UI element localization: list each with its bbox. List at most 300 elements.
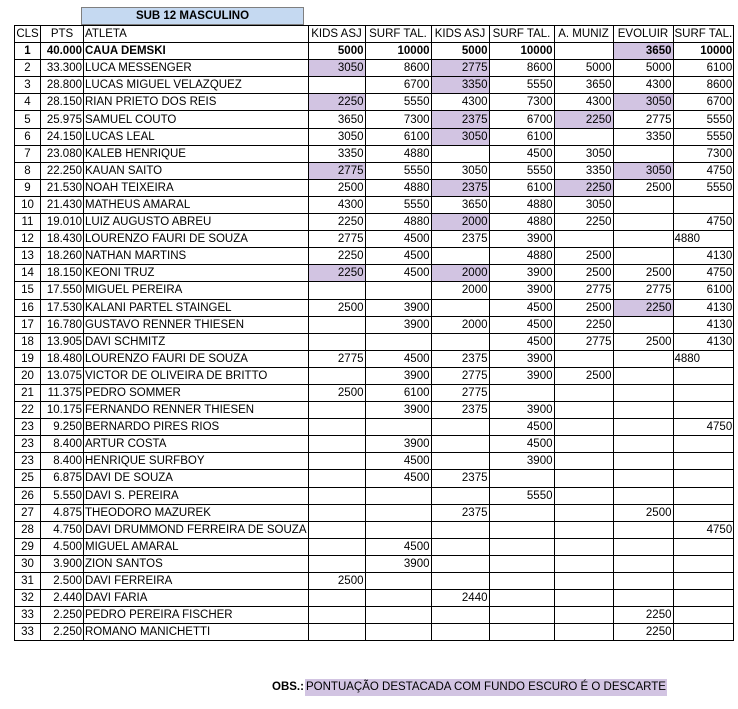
score-cell: 3900: [365, 402, 431, 419]
score-cell: 4130: [673, 299, 734, 316]
table-row: [15, 316, 734, 333]
table-row: [15, 487, 734, 504]
rank-cell: 12: [15, 231, 41, 248]
score-cell: 2775: [554, 282, 613, 299]
score-cell: 3900: [489, 453, 554, 470]
score-cell: 3900: [489, 402, 554, 419]
score-cell: 4130: [673, 333, 734, 350]
score-cell: 3650: [308, 111, 365, 128]
score-cell: [554, 402, 613, 419]
score-cell: 6100: [489, 179, 554, 196]
rank-cell: 26: [15, 487, 41, 504]
score-cell: [365, 590, 431, 607]
athlete-name-cell: MIGUEL AMARAL: [84, 538, 309, 555]
score-cell: 2250: [613, 299, 673, 316]
score-cell: 4500: [489, 333, 554, 350]
rank-cell: 29: [15, 538, 41, 555]
rank-cell: 32: [15, 590, 41, 607]
score-cell: [613, 470, 673, 487]
score-cell: 2375: [431, 470, 489, 487]
table-row: [15, 282, 734, 299]
points-cell: 6.875: [41, 470, 84, 487]
table-row: [15, 384, 734, 401]
score-cell: 5000: [613, 60, 673, 77]
score-cell: 2775: [431, 384, 489, 401]
score-cell: 5000: [554, 60, 613, 77]
points-cell: 2.500: [41, 573, 84, 590]
points-cell: 8.400: [41, 436, 84, 453]
rank-cell: 7: [15, 145, 41, 162]
score-cell: 3900: [489, 265, 554, 282]
athlete-name-cell: ZION SANTOS: [84, 555, 309, 572]
score-cell: [613, 521, 673, 538]
table-row: [15, 350, 734, 367]
table-row: [15, 453, 734, 470]
score-cell: 3050: [554, 145, 613, 162]
score-cell: 2500: [613, 333, 673, 350]
table-row: [15, 196, 734, 213]
score-cell: 4750: [673, 162, 734, 179]
score-cell: 3050: [308, 60, 365, 77]
score-cell: 4500: [489, 316, 554, 333]
score-cell: 6700: [489, 111, 554, 128]
score-cell: [673, 573, 734, 590]
points-cell: 19.010: [41, 214, 84, 231]
score-cell: [431, 333, 489, 350]
athlete-name-cell: LUCAS LEAL: [84, 128, 309, 145]
points-cell: 18.480: [41, 350, 84, 367]
score-cell: [673, 436, 734, 453]
rank-cell: 30: [15, 555, 41, 572]
score-cell: [554, 538, 613, 555]
rank-cell: 6: [15, 128, 41, 145]
score-cell: [613, 350, 673, 367]
score-cell: [308, 521, 365, 538]
score-cell: 2775: [308, 350, 365, 367]
score-cell: [489, 504, 554, 521]
score-cell: 3900: [365, 555, 431, 572]
score-cell: 6100: [365, 384, 431, 401]
rank-cell: 22: [15, 402, 41, 419]
score-cell: 2775: [431, 60, 489, 77]
score-cell: 2250: [308, 265, 365, 282]
rank-cell: 11: [15, 214, 41, 231]
score-cell: [308, 316, 365, 333]
points-cell: 13.075: [41, 367, 84, 384]
score-cell: [431, 299, 489, 316]
athlete-name-cell: DAVI SCHMITZ: [84, 333, 309, 350]
rank-cell: 28: [15, 521, 41, 538]
score-cell: 2375: [431, 402, 489, 419]
score-cell: 2775: [613, 282, 673, 299]
score-cell: 2500: [308, 573, 365, 590]
score-cell: 3900: [489, 367, 554, 384]
table-row: [15, 607, 734, 624]
score-cell: [554, 453, 613, 470]
score-cell: [308, 487, 365, 504]
score-cell: 2775: [431, 367, 489, 384]
table-row: [15, 111, 734, 128]
column-header: EVOLUIR: [613, 26, 673, 43]
score-cell: [673, 470, 734, 487]
score-cell: [554, 573, 613, 590]
athlete-name-cell: DAVI DRUMMOND FERREIRA DE SOUZA: [84, 521, 309, 538]
score-cell: [673, 384, 734, 401]
table-row: [15, 299, 734, 316]
points-cell: 21.430: [41, 196, 84, 213]
athlete-name-cell: LUIZ AUGUSTO ABREU: [84, 214, 309, 231]
table-row: [15, 145, 734, 162]
score-cell: 2000: [431, 282, 489, 299]
score-cell: 2500: [308, 384, 365, 401]
athlete-name-cell: RIAN PRIETO DOS REIS: [84, 94, 309, 111]
score-cell: [365, 333, 431, 350]
score-cell: 3650: [431, 196, 489, 213]
score-cell: 4750: [673, 521, 734, 538]
score-cell: 2375: [431, 350, 489, 367]
score-cell: 4500: [489, 419, 554, 436]
points-cell: 4.500: [41, 538, 84, 555]
score-cell: [431, 487, 489, 504]
score-cell: [673, 538, 734, 555]
rank-cell: 19: [15, 350, 41, 367]
rank-cell: 23: [15, 453, 41, 470]
obs-text: PONTUAÇÃO DESTACADA COM FUNDO ESCURO É O DESCARTE: [305, 679, 667, 696]
athlete-name-cell: DAVI FERREIRA: [84, 573, 309, 590]
points-cell: 2.440: [41, 590, 84, 607]
table-row: [15, 573, 734, 590]
points-cell: 25.975: [41, 111, 84, 128]
score-cell: 2500: [554, 367, 613, 384]
table-row: [15, 128, 734, 145]
column-header: SURF TAL.: [365, 26, 431, 43]
score-cell: [613, 538, 673, 555]
score-cell: 4500: [365, 538, 431, 555]
score-cell: 3900: [365, 367, 431, 384]
score-cell: 4880: [489, 214, 554, 231]
score-cell: [431, 453, 489, 470]
athlete-name-cell: ROMANO MANICHETTI: [84, 624, 309, 641]
score-cell: 2375: [431, 111, 489, 128]
score-cell: [365, 573, 431, 590]
points-cell: 5.550: [41, 487, 84, 504]
ranking-table: [14, 25, 734, 641]
score-cell: [308, 453, 365, 470]
score-cell: 4500: [365, 350, 431, 367]
rank-cell: 9: [15, 179, 41, 196]
rank-cell: 13: [15, 248, 41, 265]
score-cell: [613, 419, 673, 436]
table-title: SUB 12 MASCULINO: [81, 7, 304, 25]
score-cell: 2250: [554, 179, 613, 196]
score-cell: [431, 145, 489, 162]
score-cell: [554, 590, 613, 607]
points-cell: 23.080: [41, 145, 84, 162]
athlete-name-cell: PEDRO PEREIRA FISCHER: [84, 607, 309, 624]
column-header: PTS: [41, 26, 84, 43]
points-cell: 4.750: [41, 521, 84, 538]
points-cell: 10.175: [41, 402, 84, 419]
table-row: [15, 436, 734, 453]
score-cell: 3350: [431, 77, 489, 94]
score-cell: [489, 384, 554, 401]
score-cell: 4880: [365, 214, 431, 231]
score-cell: 6100: [673, 60, 734, 77]
score-cell: [308, 607, 365, 624]
score-cell: [613, 214, 673, 231]
score-cell: 3050: [554, 196, 613, 213]
score-cell: 6100: [489, 128, 554, 145]
rank-cell: 21: [15, 384, 41, 401]
score-cell: 4880: [489, 248, 554, 265]
score-cell: [365, 607, 431, 624]
score-cell: 5550: [673, 128, 734, 145]
score-cell: 2500: [554, 248, 613, 265]
score-cell: 10000: [489, 43, 554, 60]
score-cell: 4880: [365, 179, 431, 196]
score-cell: [613, 590, 673, 607]
score-cell: 2500: [554, 265, 613, 282]
score-cell: [489, 624, 554, 641]
points-cell: 2.250: [41, 624, 84, 641]
column-header: KIDS ASJ: [308, 26, 365, 43]
score-cell: 6700: [365, 77, 431, 94]
score-cell: 4500: [365, 470, 431, 487]
rank-cell: 5: [15, 111, 41, 128]
score-cell: 2775: [613, 111, 673, 128]
points-cell: 16.780: [41, 316, 84, 333]
score-cell: [554, 624, 613, 641]
score-cell: [673, 607, 734, 624]
score-cell: [613, 555, 673, 572]
points-cell: 28.150: [41, 94, 84, 111]
score-cell: 2000: [431, 214, 489, 231]
athlete-name-cell: LOURENZO FAURI DE SOUZA: [84, 350, 309, 367]
score-cell: 2440: [431, 590, 489, 607]
score-cell: [489, 573, 554, 590]
table-row: [15, 77, 734, 94]
table-row: [15, 231, 734, 248]
score-cell: [554, 419, 613, 436]
score-cell: 2500: [308, 179, 365, 196]
rank-cell: 3: [15, 77, 41, 94]
rank-cell: 2: [15, 60, 41, 77]
score-cell: 2250: [554, 214, 613, 231]
score-cell: [489, 555, 554, 572]
score-cell: 8600: [673, 77, 734, 94]
score-cell: 2250: [613, 624, 673, 641]
athlete-name-cell: NATHAN MARTINS: [84, 248, 309, 265]
score-cell: [673, 624, 734, 641]
score-cell: [365, 521, 431, 538]
score-cell: 4500: [365, 248, 431, 265]
score-cell: 4880: [673, 350, 734, 367]
score-cell: [613, 487, 673, 504]
points-cell: 33.300: [41, 60, 84, 77]
score-cell: 2375: [431, 504, 489, 521]
score-cell: [673, 590, 734, 607]
score-cell: [673, 196, 734, 213]
score-cell: [431, 436, 489, 453]
score-cell: 6100: [673, 282, 734, 299]
score-cell: [673, 367, 734, 384]
score-cell: [308, 367, 365, 384]
score-cell: 3900: [489, 282, 554, 299]
score-cell: 3650: [613, 43, 673, 60]
rank-cell: 18: [15, 333, 41, 350]
score-cell: 3350: [613, 128, 673, 145]
score-cell: [554, 231, 613, 248]
score-cell: 4300: [613, 77, 673, 94]
score-cell: [308, 555, 365, 572]
score-cell: [554, 384, 613, 401]
rank-cell: 10: [15, 196, 41, 213]
score-cell: 2500: [554, 299, 613, 316]
athlete-name-cell: ARTUR COSTA: [84, 436, 309, 453]
score-cell: [308, 402, 365, 419]
score-cell: 2250: [308, 214, 365, 231]
rank-cell: 27: [15, 504, 41, 521]
points-cell: 24.150: [41, 128, 84, 145]
table-row: [15, 402, 734, 419]
rank-cell: 20: [15, 367, 41, 384]
score-cell: [431, 607, 489, 624]
athlete-name-cell: CAUA DEMSKI: [84, 43, 309, 60]
score-cell: 3900: [365, 299, 431, 316]
athlete-name-cell: DAVI S. PEREIRA: [84, 487, 309, 504]
score-cell: [613, 231, 673, 248]
score-cell: 2500: [613, 179, 673, 196]
score-cell: [554, 128, 613, 145]
score-cell: [613, 248, 673, 265]
points-cell: 2.250: [41, 607, 84, 624]
points-cell: 17.530: [41, 299, 84, 316]
score-cell: 2250: [613, 607, 673, 624]
score-cell: [365, 282, 431, 299]
score-cell: 2250: [554, 316, 613, 333]
rank-cell: 31: [15, 573, 41, 590]
score-cell: [613, 453, 673, 470]
score-cell: [613, 384, 673, 401]
points-cell: 4.875: [41, 504, 84, 521]
score-cell: [489, 538, 554, 555]
table-row: [15, 521, 734, 538]
score-cell: 3050: [431, 162, 489, 179]
score-cell: 4500: [489, 436, 554, 453]
score-cell: [554, 555, 613, 572]
points-cell: 18.260: [41, 248, 84, 265]
table-row: [15, 265, 734, 282]
athlete-name-cell: LUCAS MIGUEL VELAZQUEZ: [84, 77, 309, 94]
rank-cell: 1: [15, 43, 41, 60]
rank-cell: 8: [15, 162, 41, 179]
points-cell: 18.150: [41, 265, 84, 282]
score-cell: [554, 43, 613, 60]
points-cell: 17.550: [41, 282, 84, 299]
score-cell: [365, 624, 431, 641]
score-cell: [673, 555, 734, 572]
column-header: CLS: [15, 26, 41, 43]
score-cell: 4300: [431, 94, 489, 111]
score-cell: [554, 607, 613, 624]
score-cell: 4130: [673, 316, 734, 333]
athlete-name-cell: MATHEUS AMARAL: [84, 196, 309, 213]
score-cell: 3050: [431, 128, 489, 145]
table-row: [15, 419, 734, 436]
athlete-name-cell: HENRIQUE SURFBOY: [84, 453, 309, 470]
score-cell: [673, 487, 734, 504]
rank-cell: 23: [15, 436, 41, 453]
score-cell: 2500: [613, 265, 673, 282]
score-cell: 2500: [613, 504, 673, 521]
score-cell: [613, 436, 673, 453]
score-cell: [308, 77, 365, 94]
score-cell: [308, 419, 365, 436]
score-cell: 3900: [365, 436, 431, 453]
score-cell: [431, 538, 489, 555]
score-cell: 7300: [489, 94, 554, 111]
score-cell: 4750: [673, 419, 734, 436]
score-cell: 5550: [365, 162, 431, 179]
column-header: SURF TAL.: [673, 26, 734, 43]
score-cell: [489, 470, 554, 487]
score-cell: [489, 521, 554, 538]
score-cell: 4880: [673, 231, 734, 248]
column-header: ATLETA: [84, 26, 309, 43]
athlete-name-cell: SAMUEL COUTO: [84, 111, 309, 128]
score-cell: [554, 521, 613, 538]
score-cell: 3650: [554, 77, 613, 94]
athlete-name-cell: DAVI FARIA: [84, 590, 309, 607]
points-cell: 3.900: [41, 555, 84, 572]
score-cell: 4300: [554, 94, 613, 111]
score-cell: [554, 487, 613, 504]
score-cell: [554, 470, 613, 487]
athlete-name-cell: KAUAN SAITO: [84, 162, 309, 179]
score-cell: 3900: [489, 350, 554, 367]
athlete-name-cell: LOURENZO FAURI DE SOUZA: [84, 231, 309, 248]
score-cell: [308, 538, 365, 555]
score-cell: 3900: [365, 316, 431, 333]
score-cell: 3350: [308, 145, 365, 162]
points-cell: 13.905: [41, 333, 84, 350]
score-cell: [308, 504, 365, 521]
rank-cell: 33: [15, 607, 41, 624]
points-cell: 22.250: [41, 162, 84, 179]
score-cell: [673, 504, 734, 521]
athlete-name-cell: THEODORO MAZUREK: [84, 504, 309, 521]
athlete-name-cell: BERNARDO PIRES RIOS: [84, 419, 309, 436]
score-cell: [365, 419, 431, 436]
score-cell: [613, 367, 673, 384]
score-cell: 5000: [308, 43, 365, 60]
score-cell: 7300: [365, 111, 431, 128]
score-cell: [431, 419, 489, 436]
obs-label: OBS.:: [272, 681, 304, 693]
score-cell: 2375: [431, 179, 489, 196]
score-cell: [365, 487, 431, 504]
score-cell: 3050: [613, 94, 673, 111]
header-row: [15, 26, 734, 43]
athlete-name-cell: PEDRO SOMMER: [84, 384, 309, 401]
score-cell: 2000: [431, 265, 489, 282]
score-cell: 6700: [673, 94, 734, 111]
table-row: [15, 43, 734, 60]
score-cell: 5550: [489, 162, 554, 179]
score-cell: 5000: [431, 43, 489, 60]
score-cell: 4880: [489, 196, 554, 213]
score-cell: [613, 402, 673, 419]
